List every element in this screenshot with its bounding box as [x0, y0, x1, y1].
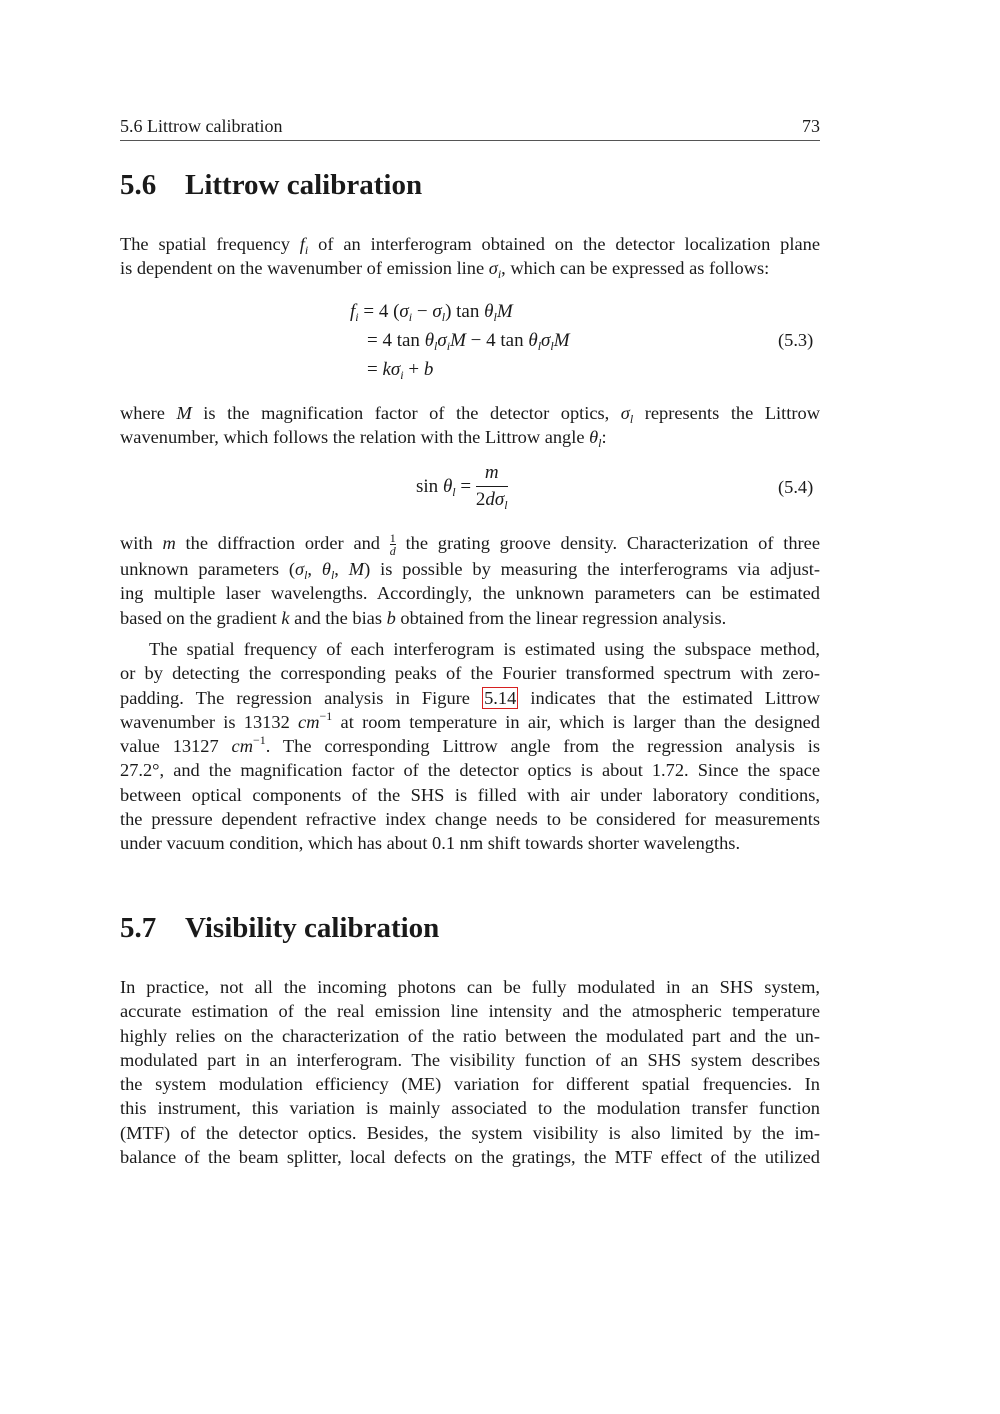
- section-title: Littrow calibration: [185, 169, 423, 201]
- equation-number-5-4: (5.4): [778, 477, 814, 497]
- paragraph-diffraction-order: with m the diffraction order and $\frac{1}{d}$ the grating groove density. Characterization of three unknown parameters ($\sigma_l$, $\theta_l$, M) is possible by measuring the interferograms via adjust- ing multiple laser wavelengths. Accordingly, the unknown parameters can be estimated based on the gradient k and the bias b obtained from the linear regression analysis.: [120, 531, 820, 628]
- paragraph-regression-analysis: The spatial frequency of each interferogram is estimated using the subspace method, or by detecting the corresponding peaks of the Fourier transformed spectrum with zero- padding. The regression analysis in Figure 5.14 indicates that the estimated Littrow wavenumber is 13132 $cm^{-1}$ at room temperature in air, which is larger than the designed value 13127 $cm^{-1}$. The corresponding Littrow angle from the regression analysis is 27.2°, and the magnification factor of the detector optics is about 1.72. Since the space between optical components of the SHS is filled with air under laboratory conditions, the pressure dependent refractive index change needs to be considered for measurements under vacuum condition, which has about 0.1 nm shift towards shorter wavelengths.: [120, 639, 820, 854]
- section-number: 5.6: [120, 169, 157, 201]
- page-number: 73: [802, 116, 820, 136]
- section-heading-5-7: [120, 911, 439, 945]
- running-head-title: 5.6 Littrow calibration: [120, 116, 283, 136]
- running-head: [120, 114, 820, 138]
- section-title: Visibility calibration: [185, 912, 440, 944]
- equation-5-3: $f_i = 4$ $(\sigma_i - \sigma_l)$ $\tan \theta_lM$ = 4 $\tan \theta_l\sigma_iM - 4$ $\tan \theta_l\sigma_lM$ = $k\sigma_i + b$: [350, 301, 570, 382]
- equation-number-5-3: (5.3): [778, 330, 814, 350]
- equation-5-4: $\sin \theta_l$ = $\frac{m}{2d\sigma_l}$: [416, 462, 508, 512]
- paragraph-spatial-frequency: The spatial frequency $f_i$ of an interferogram obtained on the detector localization plane is dependent on the wavenumber of emission line $\sigma_i$, which can be expressed as follows:: [120, 234, 820, 282]
- paragraph-visibility: In practice, not all the incoming photons can be fully modulated in an SHS system, accurate estimation of the real emission line intensity and the atmospheric temperature highly relies on the characterization of the ratio between the modulated part and the un- modulated part in an interferogram. The visibility function of an SHS system describes the system modulation efficiency (ME) variation for different spatial frequencies. In this instrument, this variation is mainly associated to the modulation transfer function (MTF) of the detector optics. Besides, the system visibility is also limited by the im- balance of the beam splitter, local defects on the gratings, the MTF effect of the utilized: [120, 977, 820, 1168]
- figure-reference-link[interactable]: 5.14: [484, 687, 517, 708]
- paragraph-magnification: where M is the magnification factor of the detector optics, $\sigma_l$ represents the Littrow wavenumber, which follows the relation with the Littrow angle $\theta_l$:: [120, 403, 820, 451]
- header-rule: [120, 140, 820, 141]
- section-heading-5-6: [120, 168, 422, 202]
- section-number: 5.7: [120, 912, 157, 944]
